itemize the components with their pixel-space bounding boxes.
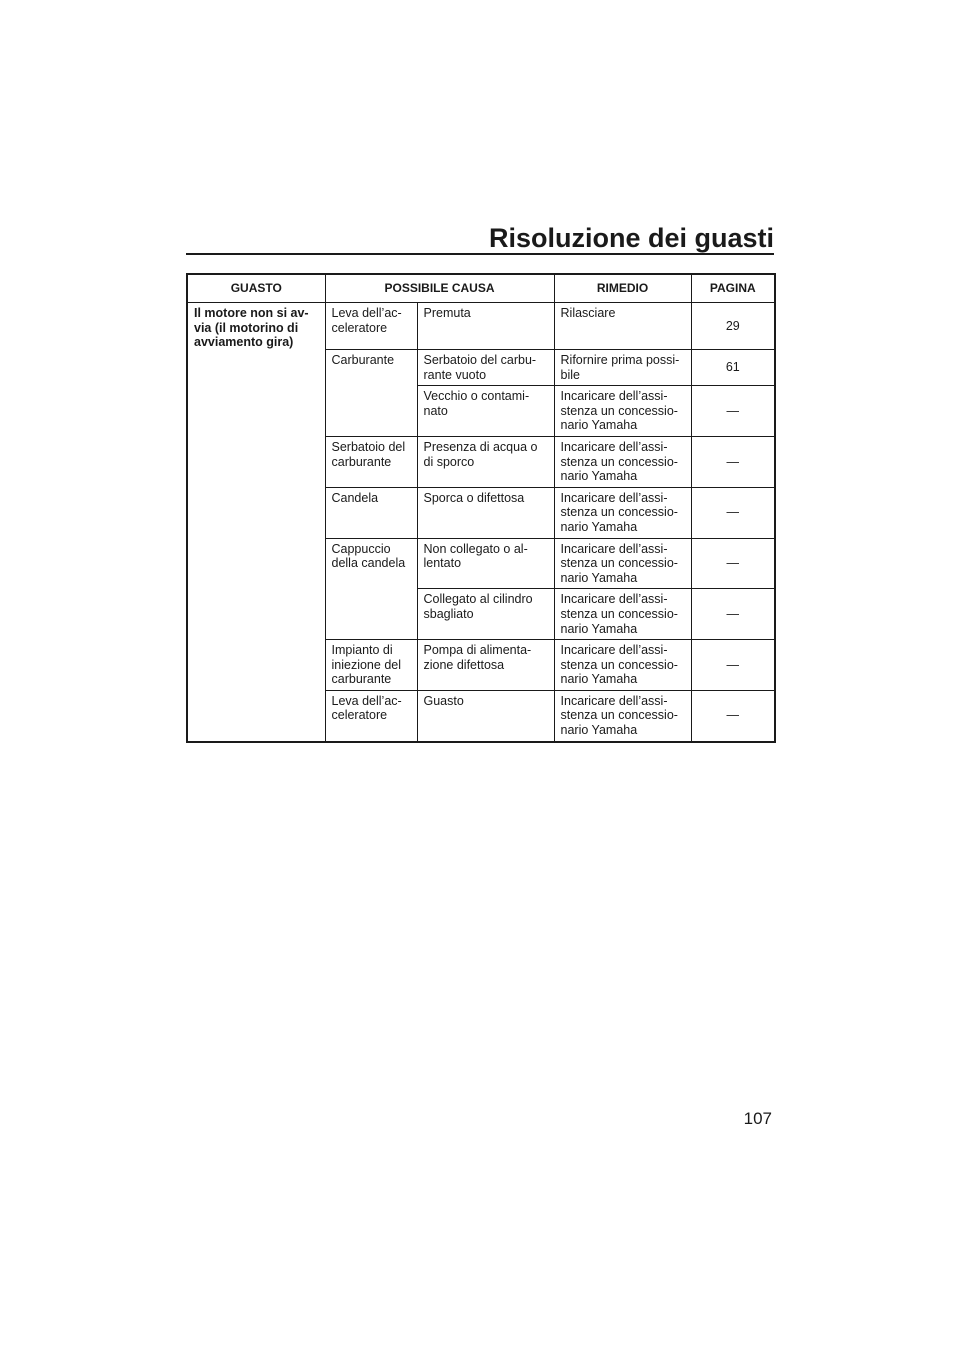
remedy-cell: Incaricare dell’assi- stenza un concessio- nario Yamaha bbox=[554, 538, 691, 589]
remedy-cell: Rilasciare bbox=[554, 303, 691, 350]
cause-cell: Collegato al cilindro sbagliato bbox=[417, 589, 554, 640]
fault-cell: Il motore non si av- via (il motorino di avviamento gira) bbox=[187, 303, 325, 742]
cause-cell: Guasto bbox=[417, 690, 554, 741]
header-rimedio: RIMEDIO bbox=[554, 274, 691, 303]
page-cell: — bbox=[691, 538, 775, 589]
page-title: Risoluzione dei guasti bbox=[488, 223, 774, 253]
cause-cell: Premuta bbox=[417, 303, 554, 350]
cause-cell: Presenza di acqua o di sporco bbox=[417, 436, 554, 487]
cause-cell: Non collegato o al- lentato bbox=[417, 538, 554, 589]
page-cell: 61 bbox=[691, 350, 775, 386]
cause-group-cell: Serbatoio del carburante bbox=[325, 436, 417, 487]
remedy-cell: Incaricare dell’assi- stenza un concessio- nario Yamaha bbox=[554, 640, 691, 691]
title-divider bbox=[186, 253, 774, 255]
cause-cell: Vecchio o contami- nato bbox=[417, 386, 554, 437]
page-number: 107 bbox=[743, 1109, 772, 1128]
table-header-row bbox=[187, 274, 775, 303]
page-cell: — bbox=[691, 690, 775, 741]
remedy-cell: Incaricare dell’assi- stenza un concessio- nario Yamaha bbox=[554, 487, 691, 538]
page-cell: — bbox=[691, 487, 775, 538]
troubleshooting-table bbox=[186, 273, 776, 743]
remedy-cell: Incaricare dell’assi- stenza un concessio- nario Yamaha bbox=[554, 589, 691, 640]
page-cell: 29 bbox=[691, 303, 775, 350]
remedy-cell: Incaricare dell’assi- stenza un concessio- nario Yamaha bbox=[554, 690, 691, 741]
cause-group-cell: Leva dell’ac- celeratore bbox=[325, 690, 417, 741]
page-cell: — bbox=[691, 589, 775, 640]
cause-group-cell: Cappuccio della candela bbox=[325, 538, 417, 640]
header-pagina: PAGINA bbox=[691, 274, 775, 303]
cause-group-cell: Impianto di iniezione del carburante bbox=[325, 640, 417, 691]
remedy-cell: Rifornire prima possi- bile bbox=[554, 350, 691, 386]
header-guasto: GUASTO bbox=[187, 274, 325, 303]
remedy-cell: Incaricare dell’assi- stenza un concessio- nario Yamaha bbox=[554, 436, 691, 487]
page-cell: — bbox=[691, 640, 775, 691]
cause-group-cell: Candela bbox=[325, 487, 417, 538]
page-cell: — bbox=[691, 436, 775, 487]
cause-cell: Serbatoio del carbu- rante vuoto bbox=[417, 350, 554, 386]
cause-group-cell: Carburante bbox=[325, 350, 417, 437]
table-row bbox=[187, 303, 775, 350]
header-possibile-causa: POSSIBILE CAUSA bbox=[325, 274, 554, 303]
cause-cell: Sporca o difettosa bbox=[417, 487, 554, 538]
cause-group-cell: Leva dell’ac- celeratore bbox=[325, 303, 417, 350]
remedy-cell: Incaricare dell’assi- stenza un concessio- nario Yamaha bbox=[554, 386, 691, 437]
cause-cell: Pompa di alimenta- zione difettosa bbox=[417, 640, 554, 691]
page-cell: — bbox=[691, 386, 775, 437]
